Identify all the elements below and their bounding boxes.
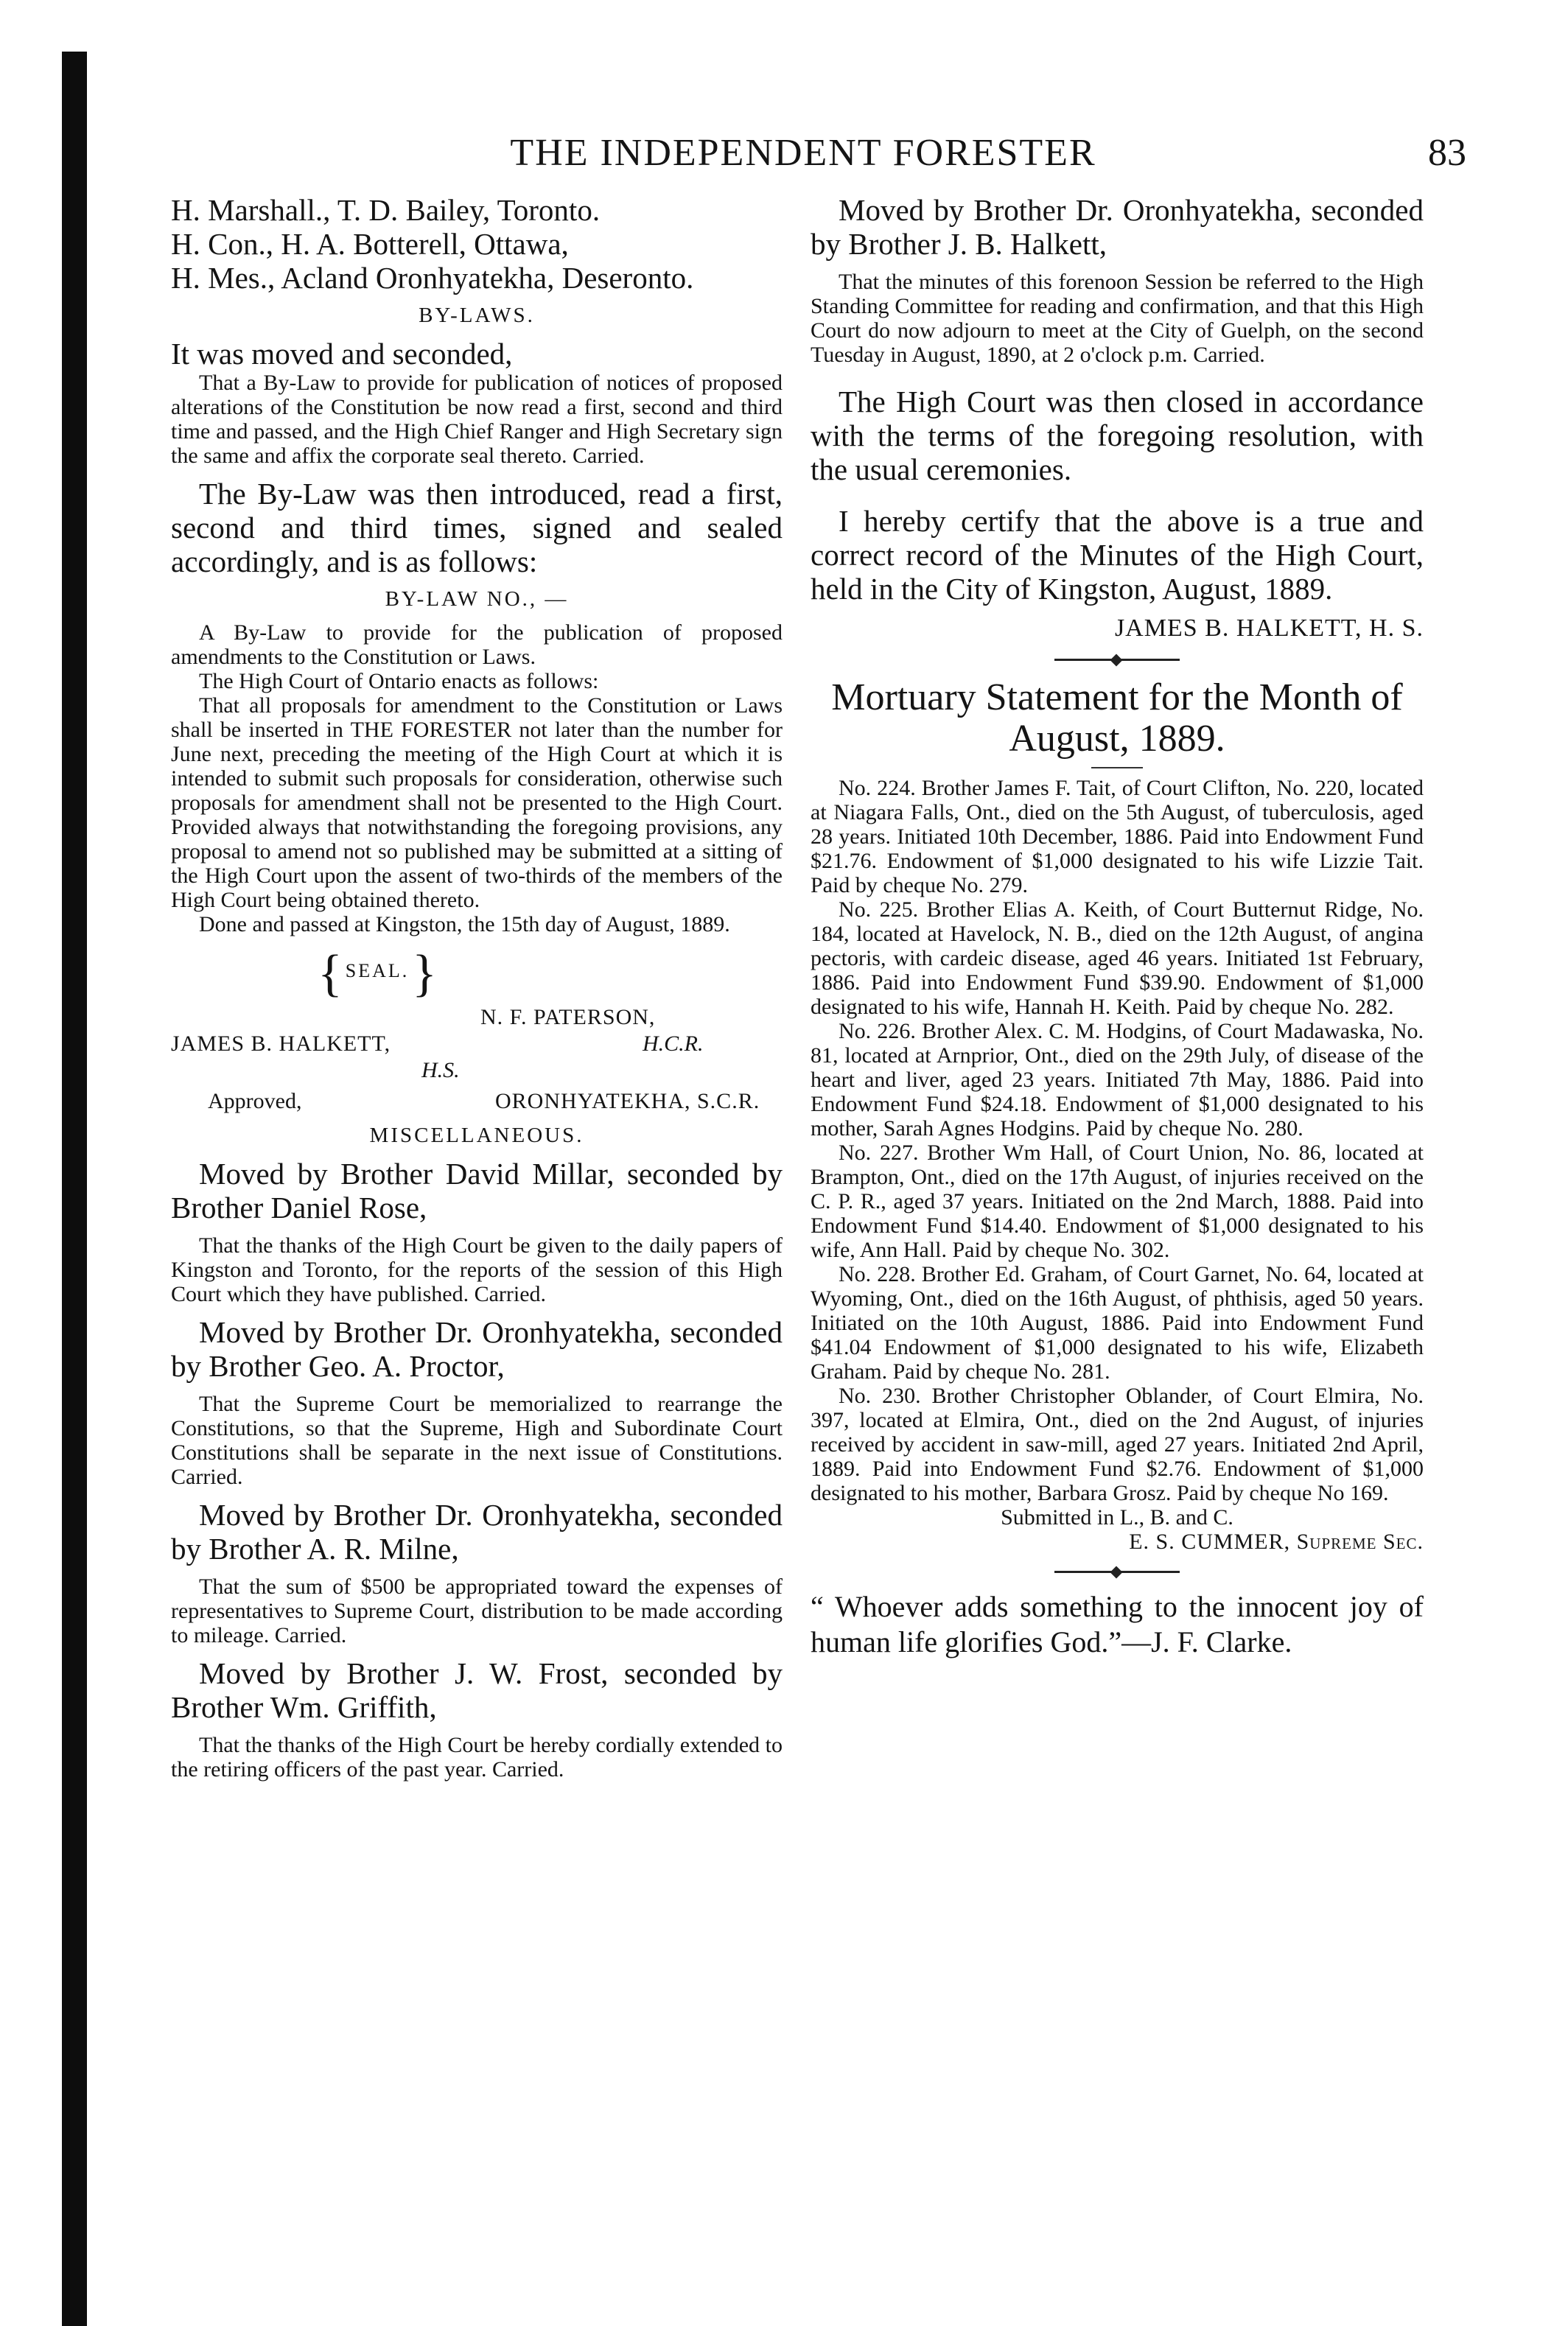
supreme-signature: E. S. CUMMER, Supreme Sec.: [1129, 1530, 1424, 1554]
officer-line: H. Marshall., T. D. Bailey, Toronto.: [171, 193, 601, 227]
binding-edge: [62, 52, 87, 2326]
motion-text: Moved by Brother Dr. Oronhyatekha, seconded by Brother A. R. Milne,: [171, 1498, 783, 1566]
bylaw-number: BY-LAW NO., —: [385, 587, 569, 611]
right-column: [811, 193, 1424, 1660]
section-rule: [1054, 659, 1180, 661]
mortuary-entry: No. 224. Brother James F. Tait, of Court Clifton, No. 220, located at Niagara Falls, Ont., died on the 5th August, of tuberculosis, aged 28 years. Initiated 10th December, 1886. Paid into Endowment Fund $21.76. Endowment of $1,000 designated to his wife Lizzie Tait. Paid by cheque No. 279.: [811, 776, 1424, 897]
mortuary-entry: No. 227. Brother Wm Hall, of Court Union, No. 86, located at Brampton, Ont., died on the 17th August, of injuries received on the C. P. R., aged 37 years. Initiated on the 2nd March, 1888. Paid into Endowment Fund $14.40. Endowment of $1,000 designated to his wife, Ann Hall. Paid by cheque No. 302.: [811, 1141, 1424, 1262]
mortuary-entry: No. 228. Brother Ed. Graham, of Court Garnet, No. 64, located at Wyoming, Ont., died on the 16th August, of phthisis, aged 50 years. Initiated on the 10th August, 1886. Paid into Endowment Fund $41.04 Endowment of $1,000 designated to his wife, Elizabeth Graham. Paid by cheque No. 281.: [811, 1262, 1424, 1384]
mortuary-entry: No. 230. Brother Christopher Oblander, of Court Elmira, No. 397, located at Elmira, Ont., died on the 2nd August, of injuries received by accident in saw-mill, aged 27 years. Initiated 2nd April, 1889. Paid into Endowment Fund $2.76. Endowment of $1,000 designated to his mother, Barbara Grosz. Paid by cheque No 169.: [811, 1384, 1424, 1505]
signer-name: N. F. PATERSON,: [480, 1005, 656, 1029]
page-number: 83: [1428, 132, 1466, 174]
motion-text: Moved by Brother David Millar, seconded by Brother Daniel Rose,: [171, 1157, 783, 1225]
bylaw-intro: The By-Law was then introduced, read a first, second and third times, signed and sealed accordingly, and is as follows:: [171, 477, 783, 578]
resolution-text: That a By-Law to provide for publication of notices of proposed alterations of the Constitution be now read a first, second and third time and passed, and the High Chief Ranger and High Secretary sign the same and affix the corporate seal thereto. Carried.: [171, 371, 783, 468]
submitted-line: Submitted in L., B. and C.: [1001, 1505, 1233, 1530]
motion-text: It was moved and seconded,: [171, 337, 513, 371]
mortuary-heading: Mortuary Statement for the Month of August, 1889.: [831, 676, 1403, 760]
page-header: [169, 131, 1466, 183]
officer-line: H. Mes., Acland Oronhyatekha, Deseronto.: [171, 261, 694, 295]
left-column: [171, 193, 783, 1782]
seal-label: SEAL.: [345, 959, 410, 981]
mortuary-entry: No. 226. Brother Alex. C. M. Hodgins, of Court Madawaska, No. 81, located at Arnprior, Ont., died on the 29th July, of disease of the heart and liver, aged 23 years. Initiated 7th May, 1886. Paid into Endowment Fund $24.18. Endowment of $1,000 designated to his mother, Sarah Agnes Hodgins. Paid by cheque No. 280.: [811, 1019, 1424, 1141]
quotation: “ Whoever adds something to the innocent joy of human life glorifies God.”—J. F. Clarke.: [811, 1590, 1424, 1658]
resolution-text: That the Supreme Court be memorialized to rearrange the Constitutions, so that the Supreme, High and Subordinate Court Constitutions shall be separate in the next issue of Constitutions. Carried.: [171, 1392, 783, 1489]
bylaw-enacts: The High Court of Ontario enacts as follows:: [199, 669, 599, 693]
officer-line: H. Con., H. A. Botterell, Ottawa,: [171, 227, 569, 261]
seal-mark: { SEAL. }: [296, 948, 458, 1000]
mortuary-entry: No. 225. Brother Elias A. Keith, of Court Butternut Ridge, No. 184, located at Havelock, N. B., died on the 12th August, of angina pectoris, with cardeic disease, aged 46 years. Initiated 1st February, 1886. Paid into Endowment Fund $39.90. Endowment of $1,000 designated to his wife, Hannah H. Keith. Paid by cheque No. 282.: [811, 897, 1424, 1019]
signer-name: JAMES B. HALKETT,: [171, 1031, 391, 1056]
signer-title: H.S.: [421, 1058, 460, 1082]
misc-heading: MISCELLANEOUS.: [369, 1124, 584, 1147]
resolution-text: That the thanks of the High Court be hereby cordially extended to the retiring officers of the past year. Carried.: [171, 1733, 783, 1782]
bylaw-title: A By-Law to provide for the publication of proposed amendments to the Constitution or Laws.: [171, 620, 783, 669]
resolution-text: That the sum of $500 be appropriated toward the expenses of representatives to Supreme Court, distribution to be made according to mileage. Carried.: [171, 1574, 783, 1647]
running-title: THE INDEPENDENT FORESTER: [510, 132, 1096, 174]
signer-title: H.C.R.: [643, 1031, 704, 1056]
certify-signature: JAMES B. HALKETT, H. S.: [1114, 614, 1424, 642]
resolution-text: That the thanks of the High Court be given to the daily papers of Kingston and Toronto, for the reports of the session of this High Court which they have published. Carried.: [171, 1233, 783, 1306]
certify-text: I hereby certify that the above is a true and correct record of the Minutes of the High Court, held in the City of Kingston, August, 1889.: [811, 504, 1424, 606]
bylaws-heading: BY-LAWS.: [419, 304, 535, 327]
approved-name: ORONHYATEKHA, S.C.R.: [495, 1089, 760, 1113]
motion-text: Moved by Brother Dr. Oronhyatekha, seconded by Brother Geo. A. Proctor,: [171, 1315, 783, 1383]
approved-label: Approved,: [208, 1089, 302, 1113]
motion-text: Moved by Brother Dr. Oronhyatekha, seconded by Brother J. B. Halkett,: [811, 193, 1424, 261]
bylaw-done: Done and passed at Kingston, the 15th day of August, 1889.: [199, 912, 730, 936]
resolution-text: That the minutes of this forenoon Session be referred to the High Standing Committee for reading and confirmation, and that this High Court do now adjourn to meet at the City of Guelph, on the second Tuesday in August, 1890, at 2 o'clock p.m. Carried.: [811, 270, 1424, 367]
motion-text: Moved by Brother J. W. Frost, seconded by Brother Wm. Griffith,: [171, 1656, 783, 1724]
bylaw-body: That all proposals for amendment to the Constitution or Laws shall be inserted in THE FORESTER not later than the number for June next, preceding the meeting of the High Court at which it is intended to submit such proposals for consideration, otherwise such proposals for amendment shall not be presented to the High Court. Provided always that notwithstanding the foregoing provisions, any proposal to amend not so published may be submitted at a sitting of the High Court upon the assent of two-thirds of the members of the High Court being obtained thereto.: [171, 693, 783, 912]
heading-rule: [1091, 767, 1143, 768]
section-rule: [1054, 1571, 1180, 1573]
closing-text: The High Court was then closed in accordance with the terms of the foregoing resolution, with the usual ceremonies.: [811, 385, 1424, 486]
